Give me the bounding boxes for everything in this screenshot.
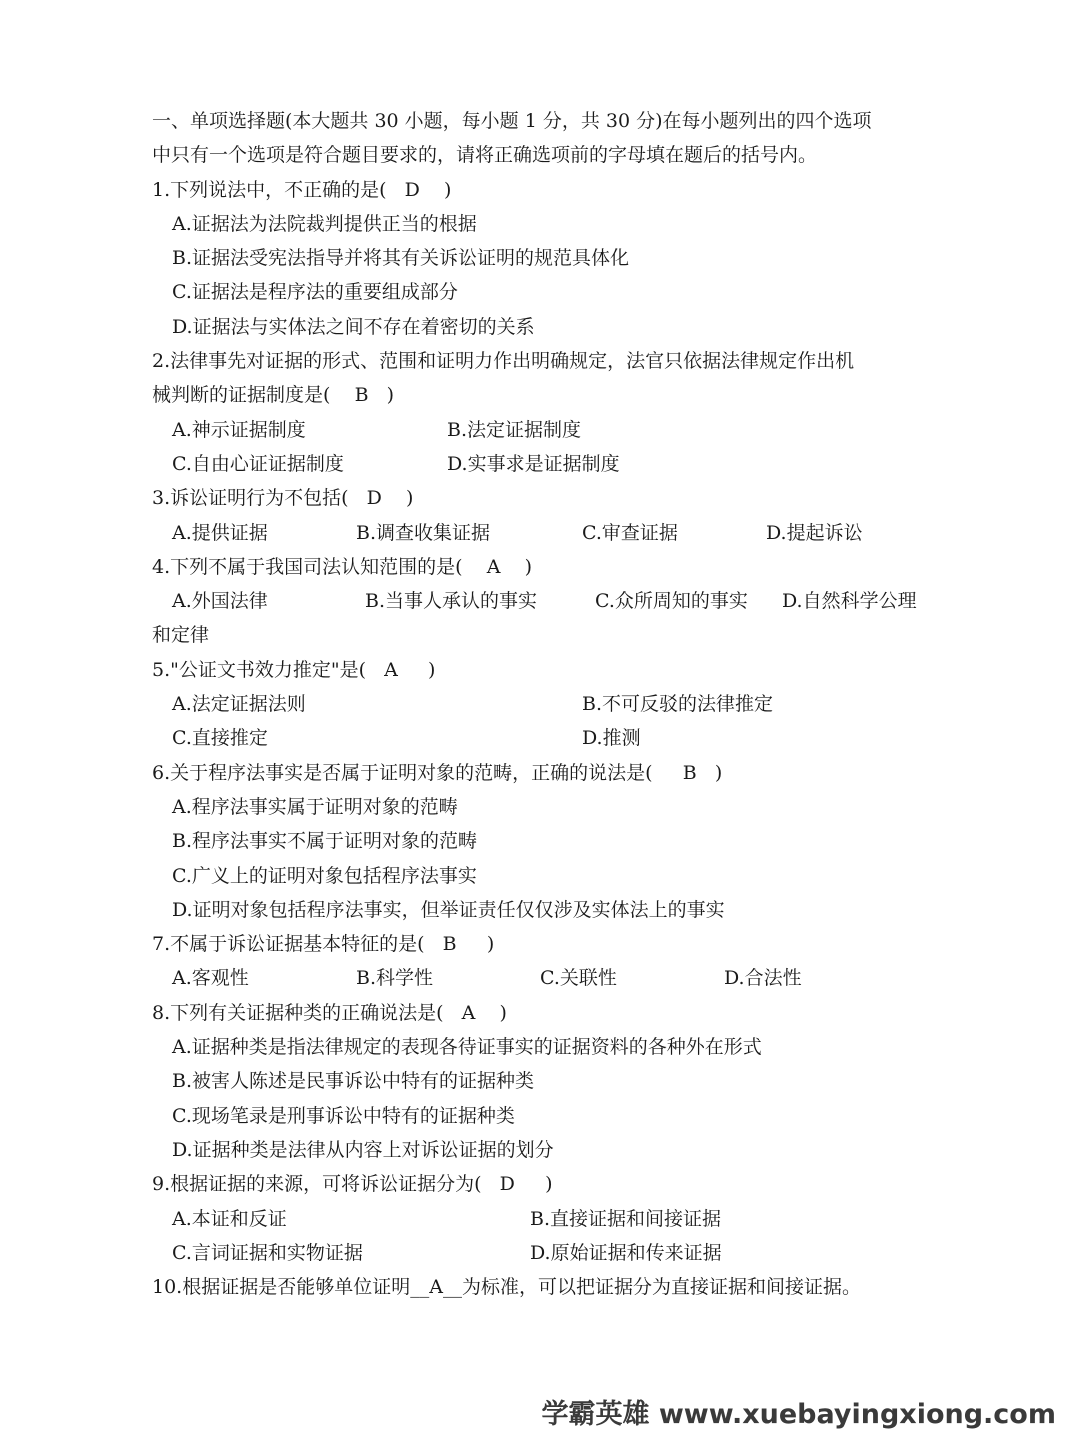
watermark-footer: 学霸英雄 www.xuebayingxiong.com <box>541 1399 1056 1430</box>
question-4-option-d-cont: 和定律 <box>152 624 210 647</box>
question-2-option-d: D.实事求是证据制度 <box>447 452 620 475</box>
question-9-option-c: C.言词证据和实物证据 <box>172 1241 363 1264</box>
question-6-option-b: B.程序法事实不属于证明对象的范畴 <box>172 830 478 853</box>
question-2-option-b: B.法定证据制度 <box>447 418 582 441</box>
question-4-stem: 4.下列不属于我国司法认知范围的是( A ) <box>152 555 532 578</box>
question-5-options-row2 <box>152 721 932 755</box>
section-heading: 一、单项选择题(本大题共 30 小题，每小题 1 分，共 30 分)在每小题列出的四个选项 <box>152 110 872 132</box>
question-7-option-a: A.客观性 <box>172 967 249 990</box>
question-5-options-row1 <box>152 687 932 721</box>
question-2-option-c: C.自由心证证据制度 <box>172 452 344 475</box>
question-2-options-row2 <box>152 447 932 481</box>
question-5-stem: 5."公证文书效力推定"是( A ) <box>152 658 436 681</box>
question-9-stem: 9.根据证据的来源，可将诉讼证据分为( D ) <box>152 1173 553 1196</box>
question-2-options-row1 <box>152 413 932 447</box>
question-4-options-row <box>152 584 932 618</box>
question-1-option-c: C.证据法是程序法的重要组成部分 <box>172 281 458 304</box>
question-4-option-a: A.外国法律 <box>172 590 268 613</box>
question-2-stem: 2.法律事先对证据的形式、范围和证明力作出明确规定，法官只依据法律规定作出机 <box>152 350 855 373</box>
question-8-option-b: B.被害人陈述是民事诉讼中特有的证据种类 <box>172 1070 535 1093</box>
question-3-option-a: A.提供证据 <box>172 521 268 544</box>
question-9-options-row1 <box>152 1202 932 1236</box>
question-1-option-a: A.证据法为法院裁判提供正当的根据 <box>172 212 477 235</box>
question-4-option-b: B.当事人承认的事实 <box>365 590 538 613</box>
question-2-option-a: A.神示证据制度 <box>172 418 306 441</box>
question-8-stem: 8.下列有关证据种类的正确说法是( A ) <box>152 1001 507 1024</box>
question-3-options-row <box>152 516 932 550</box>
question-6-option-d: D.证明对象包括程序法事实，但举证责任仅仅涉及实体法上的事实 <box>172 898 725 921</box>
question-9-option-d: D.原始证据和传来证据 <box>530 1241 722 1264</box>
question-5-option-c: C.直接推定 <box>172 727 268 750</box>
question-8-option-d: D.证据种类是法律从内容上对诉讼证据的划分 <box>172 1138 554 1161</box>
question-1-stem: 1.下列说法中，不正确的是( D ) <box>152 178 452 201</box>
question-10-stem: 10.根据证据是否能够单位证明__A__为标准，可以把证据分为直接证据和间接证据。 <box>152 1276 861 1299</box>
question-5-option-b: B.不可反驳的法律推定 <box>582 693 774 716</box>
question-7-stem: 7.不属于诉讼证据基本特征的是( B ) <box>152 933 495 956</box>
question-6-option-a: A.程序法事实属于证明对象的范畴 <box>172 795 458 818</box>
question-8-option-c: C.现场笔录是刑事诉讼中特有的证据种类 <box>172 1104 515 1127</box>
section-instructions: 中只有一个选项是符合题目要求的，请将正确选项前的字母填在题后的括号内。 <box>152 144 818 167</box>
question-4-option-c: C.众所周知的事实 <box>595 590 748 613</box>
question-1-option-d: D.证据法与实体法之间不存在着密切的关系 <box>172 315 535 338</box>
question-7-option-d: D.合法性 <box>724 967 802 990</box>
exam-page <box>152 104 932 1304</box>
question-4-option-d: D.自然科学公理 <box>782 590 917 613</box>
question-8-option-a: A.证据种类是指法律规定的表现各待证事实的证据资料的各种外在形式 <box>172 1036 762 1059</box>
question-5-option-d: D.推测 <box>582 727 641 750</box>
question-9-option-b: B.直接证据和间接证据 <box>530 1207 722 1230</box>
question-7-option-b: B.科学性 <box>356 967 434 990</box>
question-2-stem-cont: 械判断的证据制度是( B ) <box>152 384 395 407</box>
question-1-option-b: B.证据法受宪法指导并将其有关诉讼证明的规范具体化 <box>172 247 630 270</box>
question-9-options-row2 <box>152 1236 932 1270</box>
question-7-options-row <box>152 961 932 995</box>
question-3-stem: 3.诉讼证明行为不包括( D ) <box>152 487 414 510</box>
question-3-option-c: C.审查证据 <box>582 521 678 544</box>
question-3-option-b: B.调查收集证据 <box>356 521 491 544</box>
question-7-option-c: C.关联性 <box>540 967 617 990</box>
question-3-option-d: D.提起诉讼 <box>766 521 863 544</box>
question-6-stem: 6.关于程序法事实是否属于证明对象的范畴，正确的说法是( B ) <box>152 761 723 784</box>
question-6-option-c: C.广义上的证明对象包括程序法事实 <box>172 864 477 887</box>
question-5-option-a: A.法定证据法则 <box>172 693 306 716</box>
question-9-option-a: A.本证和反证 <box>172 1207 287 1230</box>
